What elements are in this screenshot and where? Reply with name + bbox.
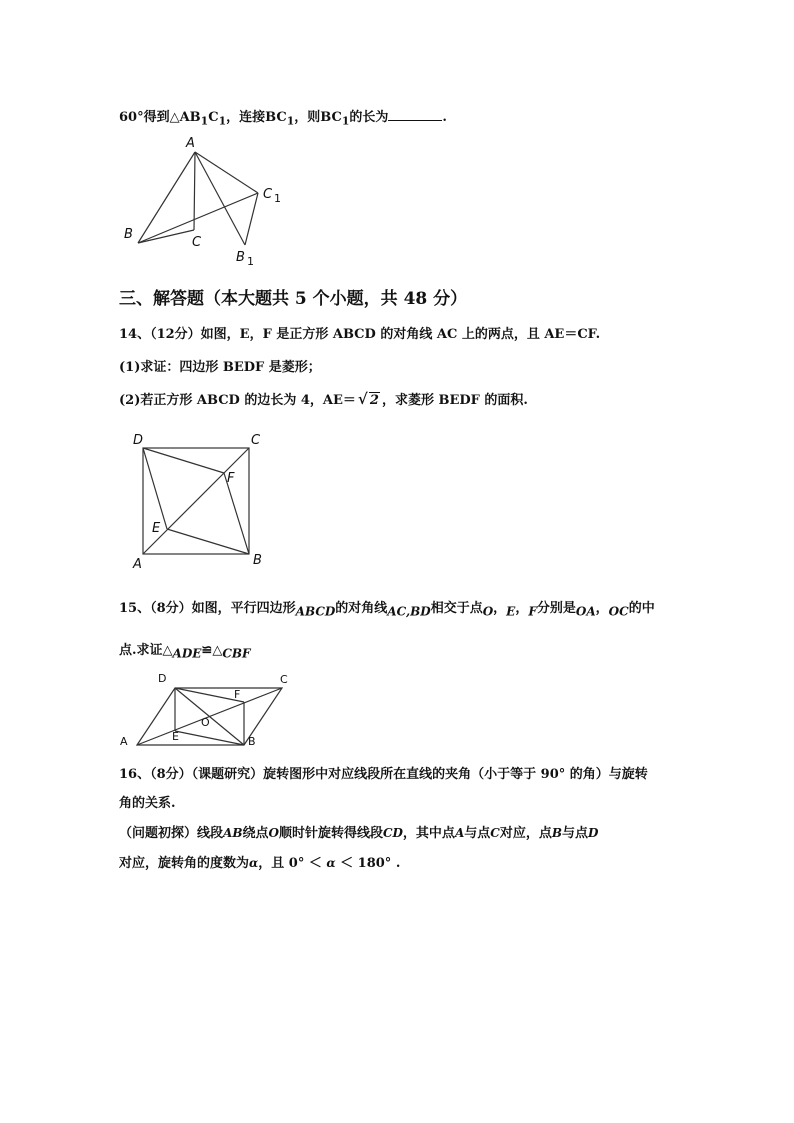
point-label-c1-sub: 1 — [274, 192, 281, 205]
point-label-b1-sub: 1 — [247, 255, 254, 268]
sqrt-expression: √ 2 — [357, 390, 379, 408]
q16-text: ，且 0° ＜ — [258, 856, 327, 871]
q16-text: 绕点 — [242, 826, 269, 841]
q15-math: OA — [575, 604, 596, 619]
point-label-a: A — [186, 136, 195, 151]
q16-line2: 角的关系. — [119, 796, 176, 811]
q15-triangle: △ — [212, 643, 223, 658]
q15-math: F — [528, 604, 537, 619]
q15-text: 的对角线 — [335, 601, 388, 616]
q16-text: 对应，旋转角的度数为 — [119, 856, 250, 871]
q15-math: OC — [608, 604, 629, 619]
q13-sub: 1 — [286, 114, 295, 128]
q16-line4 — [119, 852, 400, 871]
section-heading: 三、解答题（本大题共 5 个小题，共 48 分） — [119, 289, 468, 309]
q15-congruent: ≌ — [201, 643, 213, 658]
q16-text: ＜ 180° . — [335, 856, 401, 871]
q15-math: CBF — [222, 646, 251, 661]
segment-ac1 — [195, 152, 258, 193]
q15-math: AC,BD — [387, 604, 431, 619]
answer-blank — [388, 108, 442, 121]
q16-text: （问题初探）线段 — [119, 826, 224, 841]
point-label-d: D — [158, 672, 167, 685]
point-label-c: C — [192, 235, 202, 250]
q13-text-part: 的长为 — [349, 110, 389, 125]
q15-triangle: △ — [162, 643, 173, 658]
segment-eb — [175, 731, 244, 745]
point-label-c1: C — [263, 187, 273, 202]
point-label-c: C — [280, 673, 288, 686]
point-label-e: E — [152, 521, 161, 536]
q16-text: ，其中点 — [402, 826, 455, 841]
segment-ab — [138, 152, 195, 243]
q13-sub: 1 — [200, 114, 209, 128]
q16-line1: 16、（8分）（课题研究）旋转图形中对应线段所在直线的夹角（小于等于 90° 的角）与旋转 — [119, 767, 648, 782]
q13-sub: 1 — [218, 114, 227, 128]
q14-part1: (1)求证：四边形 BEDF 是菱形； — [119, 360, 321, 375]
q13-text-part: C — [208, 110, 219, 125]
q15-text: 相交于点 — [430, 601, 483, 616]
point-label-f: F — [227, 471, 235, 486]
q14-part2-text: ，求菱形 BEDF 的面积. — [381, 393, 528, 408]
segment-df — [143, 448, 224, 473]
q16-text: 顺时针旋转得线段 — [278, 826, 383, 841]
q16-line3 — [119, 822, 598, 841]
point-label-a: A — [120, 735, 128, 748]
point-label-e: E — [172, 730, 179, 743]
q15-line1 — [119, 597, 655, 619]
q16-math: C — [490, 826, 500, 840]
point-label-f: F — [234, 688, 241, 701]
q15-math: ABCD — [295, 604, 336, 619]
q14-stem: 14、（12分）如图，E，F 是正方形 ABCD 的对角线 AC 上的两点，且 AE＝CF. — [119, 327, 601, 342]
q15-text: ， — [515, 601, 529, 616]
q13-text-part: ，则BC — [294, 110, 342, 125]
q16-text: 与点 — [562, 826, 589, 841]
q13-text-part: ，连接BC — [226, 110, 287, 125]
point-label-b: B — [124, 227, 133, 242]
q15-text: ， — [595, 601, 609, 616]
q16-math: O — [268, 826, 279, 840]
q16-math: CD — [382, 826, 403, 840]
point-label-b: B — [253, 553, 262, 568]
q15-math: O — [482, 604, 494, 619]
point-label-c: C — [251, 433, 261, 448]
q13-triangle: △AB — [169, 110, 201, 125]
point-label-d: D — [133, 433, 144, 448]
q16-math: α — [326, 856, 336, 870]
q14-part2-text: (2)若正方形 ABCD 的边长为 4，AE＝ — [119, 393, 356, 408]
sqrt-radicand: 2 — [369, 393, 379, 408]
q16-text: 与点 — [464, 826, 491, 841]
q15-text: 点.求证 — [119, 643, 163, 658]
point-label-o: O — [201, 716, 210, 729]
q15-math: E — [506, 604, 516, 619]
q16-math: B — [551, 826, 562, 840]
segment-ab1 — [195, 152, 245, 245]
point-label-a: A — [133, 557, 142, 572]
q15-math: ADE — [172, 646, 202, 661]
q13-text-part: 60°得到 — [119, 110, 170, 125]
q16-math: D — [588, 826, 599, 840]
segment-b1c1 — [245, 193, 258, 245]
q16-math: A — [454, 826, 465, 840]
segment-de — [143, 448, 167, 529]
q15-text: 15、（8分）如图，平行四边形 — [119, 601, 296, 616]
q13-sub: 1 — [341, 114, 350, 128]
q15-text: 分别是 — [536, 601, 576, 616]
q15-text: ， — [493, 601, 507, 616]
q15-line2 — [119, 639, 251, 661]
point-label-b1: B — [236, 250, 245, 265]
q13-period: . — [442, 110, 447, 125]
q15-figure — [112, 670, 302, 750]
q13-figure — [120, 132, 290, 270]
segment-ac — [194, 152, 195, 230]
q15-text: 的中 — [628, 601, 655, 616]
q16-text: 对应，点 — [499, 826, 552, 841]
q14-figure — [128, 428, 268, 574]
q13-text — [119, 106, 447, 128]
segment-be — [167, 529, 249, 554]
q16-math: AB — [223, 826, 243, 840]
q16-math: α — [249, 856, 259, 870]
q14-part2 — [119, 389, 528, 408]
point-label-b: B — [248, 735, 256, 748]
